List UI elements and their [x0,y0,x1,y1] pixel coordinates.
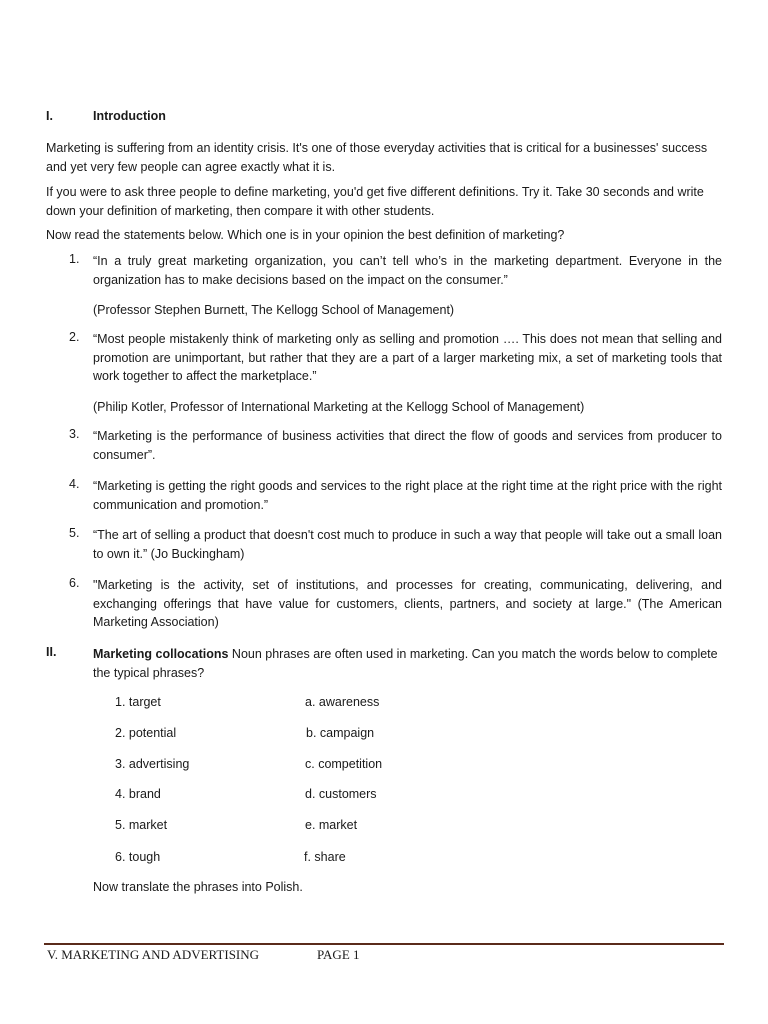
section-1-title: Introduction [93,109,166,123]
collocation-right-c: c. competition [305,757,383,771]
section-2-title: Marketing collocations [93,647,229,661]
translate-instruction: Now translate the phrases into Polish. [93,880,303,894]
definition-4-number: 4. [69,477,80,491]
definition-2-number: 2. [69,330,80,344]
section-1-number: I. [46,109,53,123]
definition-3-text: “Marketing is the performance of business activities that direct the flow of goods and services from producer to consumer”. [93,429,722,462]
collocation-left-3: 3. advertising [115,757,190,771]
definition-4-text: “Marketing is getting the right goods and services to the right place at the right time at the right price with the right communication and promotion.” [93,479,722,512]
footer-chapter-title: V. MARKETING AND ADVERTISING [47,947,260,962]
footer-divider [44,943,724,945]
definition-2-text: “Most people mistakenly think of marketing only as selling and promotion …. This does not mean that selling and promotion are unimportant, but rather that they are a part of a larger marketing mix, a set of marketing tools that work together to affect the marketplace.” [93,332,722,384]
footer-page-number: PAGE 1 [317,947,360,962]
definition-1-number: 1. [69,252,80,266]
collocation-left-4: 4. brand [115,787,161,801]
definition-5-text: “The art of selling a product that doesn't cost much to produce in such a way that people will take out a small loan to own it.” (Jo Buckingham) [93,528,722,561]
definition-6-text: "Marketing is the activity, set of institutions, and processes for creating, communicating, delivering, and exchanging offerings that have value for customers, clients, partners, and society at large." (The American Marketing Association) [93,578,722,630]
definition-2-source: (Philip Kotler, Professor of International Marketing at the Kellogg School of Management) [93,400,585,414]
collocation-right-d: d. customers [305,787,377,801]
definition-6-number: 6. [69,576,80,590]
intro-paragraph-3: Now read the statements below. Which one is in your opinion the best definition of marketing? [46,228,565,242]
section-2-number: II. [46,645,57,659]
definition-3-number: 3. [69,427,80,441]
definition-1-text: “In a truly great marketing organization, you can’t tell who’s in the marketing department. Everyone in the organization has to make decisions based on the impact on the consumer.” [93,254,722,287]
collocation-left-1: 1. target [115,695,161,709]
collocation-right-a: a. awareness [305,695,380,709]
collocation-left-6: 6. tough [115,850,161,864]
collocation-left-5: 5. market [115,818,168,832]
collocation-right-e: e. market [305,818,358,832]
collocation-right-f: f. share [304,850,346,864]
definition-5-number: 5. [69,526,80,540]
intro-paragraph-2: If you were to ask three people to define marketing, you'd get five different definitions. Try it. Take 30 seconds and write down your definition of marketing, then compare it with other students. [46,185,704,218]
definition-1-source: (Professor Stephen Burnett, The Kellogg School of Management) [93,303,455,317]
intro-paragraph-1: Marketing is suffering from an identity crisis. It's one of those everyday activities that is critical for a businesses' success and yet very few people can agree exactly what it is. [46,141,708,174]
section-2-intro: Noun phrases are often used in marketing. Can you match the words below to complete the typical phrases? [93,647,718,680]
collocation-right-b: b. campaign [306,726,375,740]
collocation-left-2: 2. potential [115,726,177,740]
section-2-heading [93,645,722,682]
